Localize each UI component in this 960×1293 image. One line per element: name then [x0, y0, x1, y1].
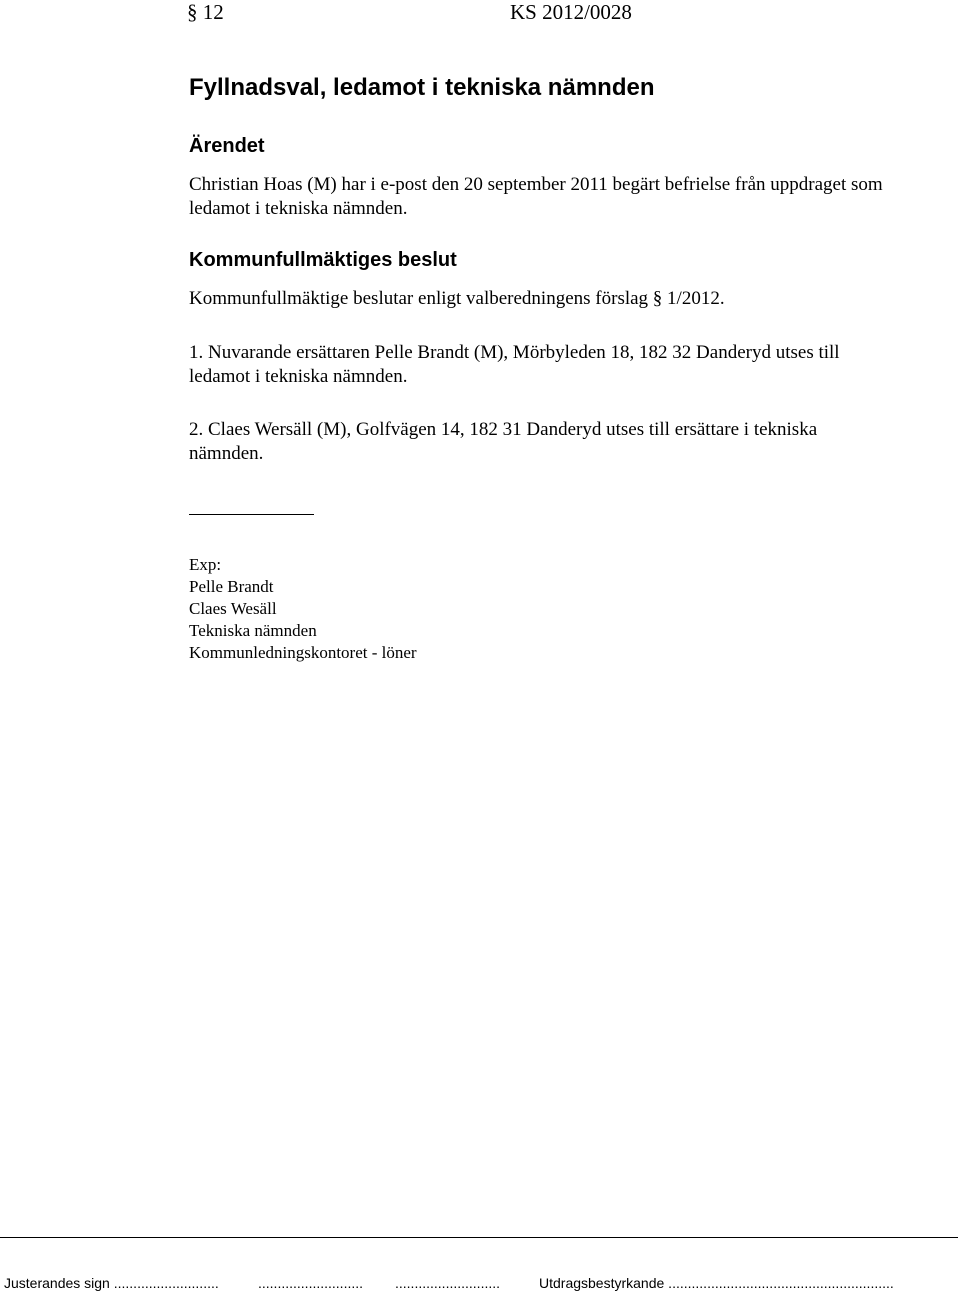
paragraph-number: § 12 [187, 0, 224, 24]
section-divider [189, 514, 314, 515]
beslut-item-1: 1. Nuvarande ersättaren Pelle Brandt (M), Mörbyleden 18, 182 32 Danderyd utses till ledamot i tekniska nämnden. [189, 342, 840, 387]
footer-divider [0, 1237, 958, 1238]
expedition-block [189, 554, 417, 664]
expedition-recipient: Kommunledningskontoret - löner [189, 643, 417, 662]
beslut-item-2: 2. Claes Wersäll (M), Golfvägen 14, 182 31 Danderyd utses till ersättare i tekniska nämnden. [189, 419, 818, 464]
case-number: KS 2012/0028 [510, 0, 632, 24]
expedition-recipient: Pelle Brandt [189, 577, 274, 596]
expedition-recipient: Tekniska nämnden [189, 621, 317, 640]
expedition-label: Exp: [189, 555, 222, 574]
beslut-intro: Kommunfullmäktige beslutar enligt valberedningens förslag § 1/2012. [189, 288, 725, 309]
signature-field-2: ........................... [258, 1275, 364, 1291]
section-heading-arendet: Ärendet [189, 135, 265, 157]
expedition-recipient: Claes Wesäll [189, 599, 277, 618]
section-heading-beslut: Kommunfullmäktiges beslut [189, 249, 457, 271]
document-title: Fyllnadsval, ledamot i tekniska nämnden [189, 74, 655, 101]
arendet-text: Christian Hoas (M) har i e-post den 20 september 2011 begärt befrielse från uppdraget som ledamot i tekniska nämnden. [189, 174, 883, 219]
justerandes-sign-field: Justerandes sign ........................... [4, 1275, 219, 1291]
utdragsbestyrkande-field: Utdragsbestyrkande .......................................................... [539, 1275, 894, 1291]
signature-field-3: ........................... [395, 1275, 501, 1291]
